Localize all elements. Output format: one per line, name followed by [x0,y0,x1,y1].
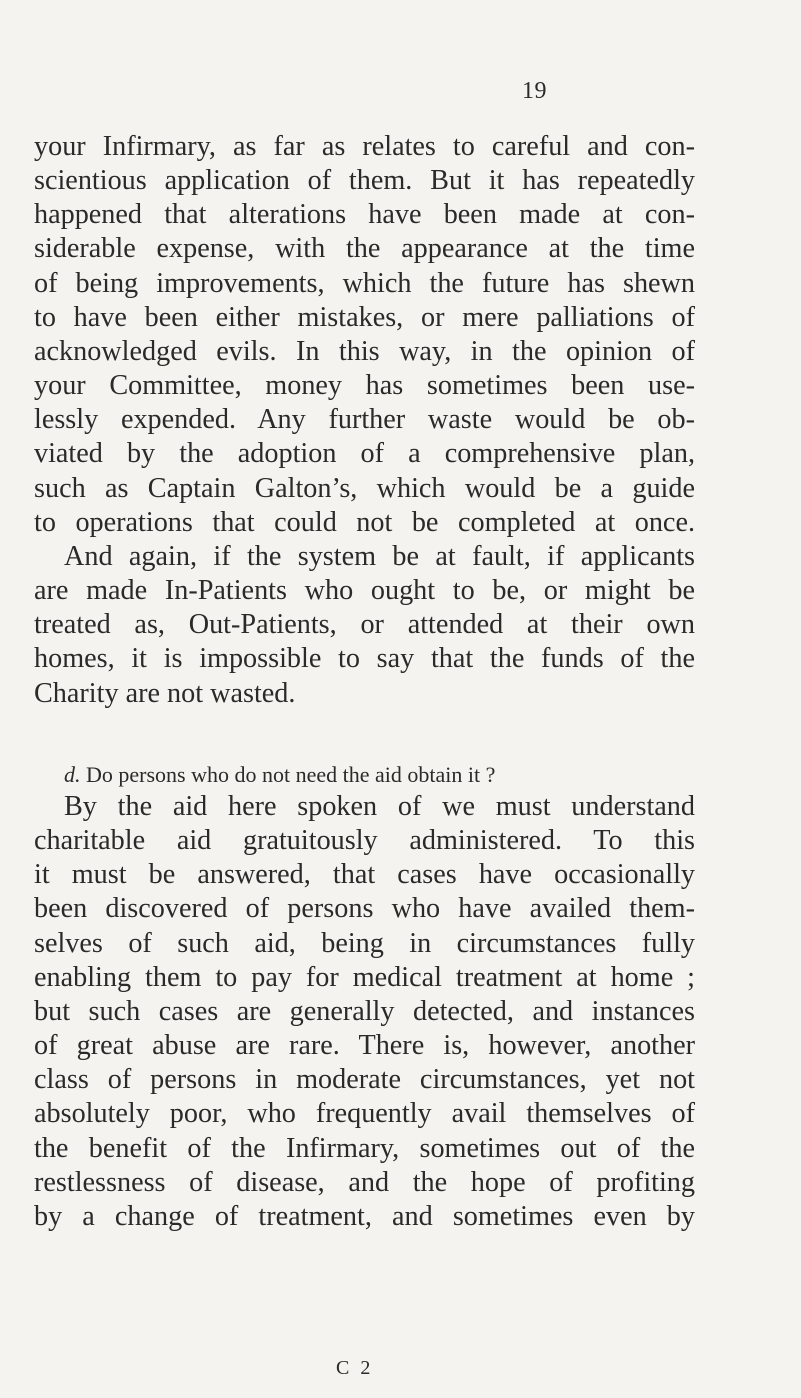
text-line: such as Captain Galton’s, which would be a guide [34,472,695,504]
text-line: of being improvements, which the future has shewn [34,267,695,299]
text-line: restlessness of disease, and the hope of profiting [34,1166,695,1198]
text-line: happened that alterations have been made at con- [34,199,695,231]
text-line: your Committee, money has sometimes been use- [34,370,695,402]
text-line: selves of such aid, being in circumstances fully [34,927,695,959]
text-line: By the aid here spoken of we must understand [64,791,695,822]
text-line: siderable expense, with the appearance at the time [34,233,695,265]
text-line: to have been either mistakes, or mere palliations of [34,301,695,333]
text-line: homes, it is impossible to say that the funds of the [34,643,695,675]
text-line: enabling them to pay for medical treatment at home ; [34,961,695,993]
text-line: treated as, Out-Patients, or attended at their own [34,609,695,641]
text-line: but such cases are generally detected, and instances [34,995,695,1027]
text-line: Charity are not wasted. [34,677,296,709]
text-line: lessly expended. Any further waste would be ob- [34,404,695,436]
text-line: it must be answered, that cases have occasionally [34,859,695,891]
signature-mark: C 2 [336,1357,374,1379]
text-line: by a change of treatment, and sometimes even by [34,1200,695,1232]
text-line: your Infirmary, as far as relates to careful and con- [34,131,695,162]
question-label: d. [64,762,81,787]
text-line: acknowledged evils. In this way, in the opinion of [34,335,695,367]
text-line: class of persons in moderate circumstances, yet not [34,1064,695,1096]
question-text: Do persons who do not need the aid obtain it ? [86,762,496,787]
text-line: the benefit of the Infirmary, sometimes out of the [34,1132,695,1164]
paragraph-1 [34,130,695,711]
text-line: of great abuse are rare. There is, however, another [34,1030,695,1062]
text-line: to operations that could not be completed at once. [34,506,695,538]
text-line: viated by the adoption of a comprehensive plan, [34,438,695,470]
text-line: been discovered of persons who have availed them- [34,893,695,925]
text-line: And again, if the system be at fault, if applicants [64,540,695,572]
paragraph-2 [34,790,695,1234]
text-line: absolutely poor, who frequently avail themselves of [34,1098,695,1130]
page-number: 19 [522,78,547,104]
text-line: scientious application of them. But it has repeatedly [34,165,695,197]
section-question [64,761,704,789]
text-line: are made In-Patients who ought to be, or might be [34,575,695,607]
text-line: charitable aid gratuitously administered. To this [34,825,695,857]
